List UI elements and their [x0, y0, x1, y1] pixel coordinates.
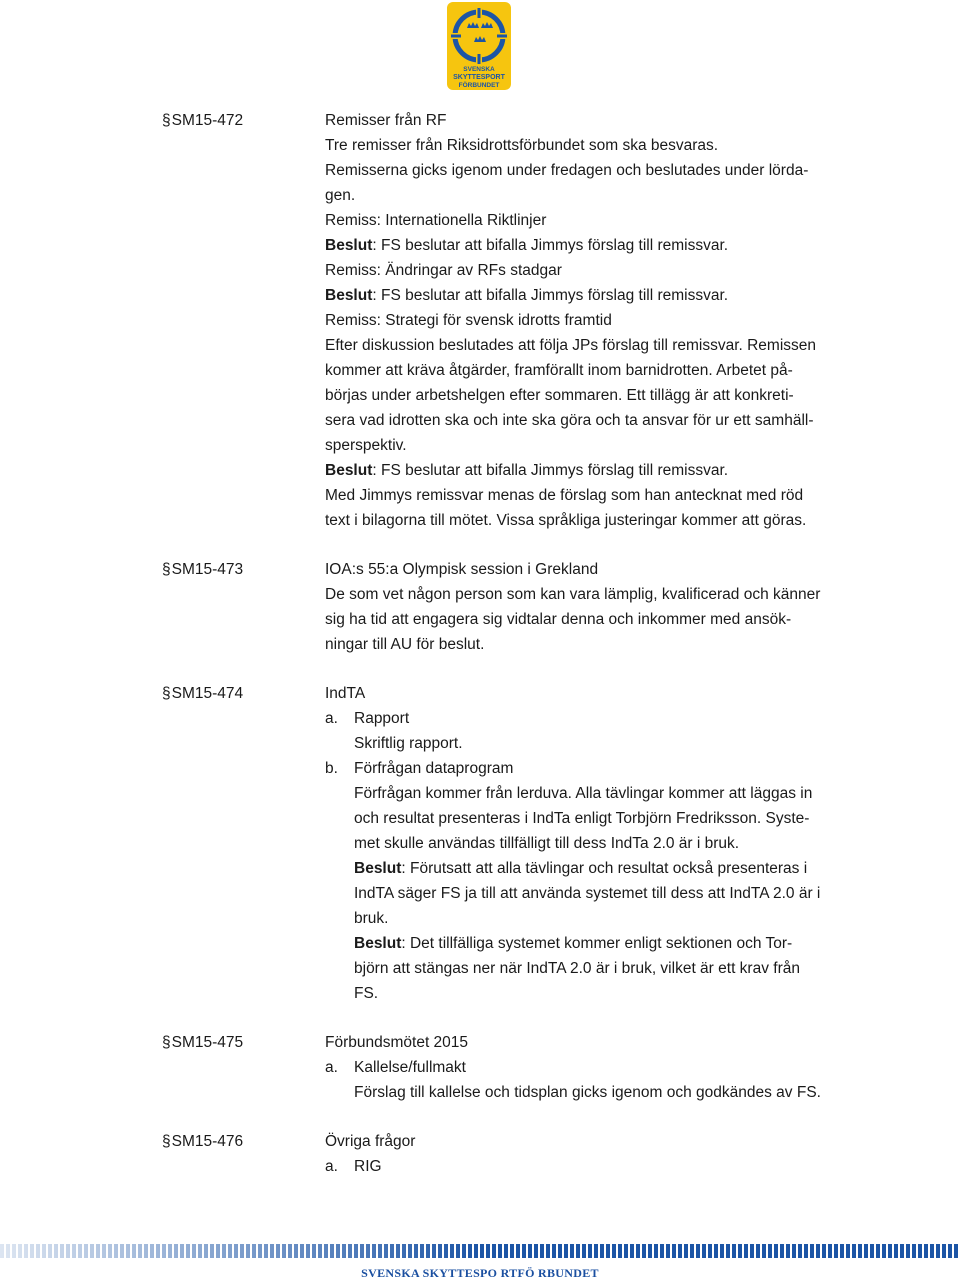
text-line: sperspektiv. [325, 437, 407, 454]
federation-logo [447, 2, 511, 90]
text-line: gen. [325, 187, 356, 204]
text-line: ningar till AU för beslut. [325, 636, 485, 653]
list-item: a. Rapport [325, 710, 410, 727]
decision-line: Beslut: FS beslutar att bifalla Jimmys förslag till remissvar. [325, 287, 729, 304]
logo-line-2: SKYTTESPORT [453, 74, 505, 81]
section-heading: Förbundsmötet 2015 [325, 1034, 469, 1051]
text-line: FS. [354, 985, 379, 1002]
text-line: Efter diskussion beslutades att följa JPs förslag till remissvar. Remissen [325, 337, 817, 354]
list-item: a. RIG [325, 1158, 382, 1175]
section-heading: Övriga frågor [325, 1133, 416, 1150]
text-line: björn att stängas ner när IndTA 2.0 är i bruk, vilket är ett krav från [354, 960, 800, 977]
text-line: sera vad idrotten ska och inte ska göra och ta ansvar för ur ett samhäll- [325, 412, 814, 429]
text-line: Remiss: Internationella Riktlinjer [325, 212, 547, 229]
section-heading: IndTA [325, 685, 366, 702]
section-id: §SM15-475 [162, 1034, 244, 1051]
footer-organization-name: SVENSKA SKYTTESPO RTFÖ RBUNDET [361, 1266, 599, 1280]
section-body [325, 557, 855, 657]
decision-line: Beslut: FS beslutar att bifalla Jimmys förslag till remissvar. [325, 462, 729, 479]
logo-line-1: SVENSKA [463, 66, 495, 73]
decision-line: Beslut: FS beslutar att bifalla Jimmys förslag till remissvar. [325, 237, 729, 254]
section-body [325, 108, 855, 533]
text-line: bruk. [354, 910, 389, 927]
logo-line-3: FÖRBUNDET [458, 82, 500, 89]
text-line: Remiss: Strategi för svensk idrotts framtid [325, 312, 612, 329]
text-line: börjas under arbetshelgen efter sommaren. Ett tillägg är att konkreti- [325, 387, 794, 404]
section-body [325, 681, 855, 1006]
text-line: och resultat presenteras i IndTa enligt Torbjörn Fredriksson. Syste- [354, 810, 810, 827]
footer-stripe [0, 1244, 960, 1258]
section-heading: Remisser från RF [325, 112, 447, 129]
text-line: Förslag till kallelse och tidsplan gicks igenom och godkändes av FS. [354, 1084, 821, 1101]
text-line: De som vet någon person som kan vara lämplig, kvalificerad och känner [325, 586, 821, 603]
text-line: Remisserna gicks igenom under fredagen och beslutades under lörda- [325, 162, 809, 179]
text-line: Skriftlig rapport. [354, 735, 463, 752]
text-line: kommer att kräva åtgärder, framförallt inom barnidrotten. Arbetet på- [325, 362, 793, 379]
text-line: IndTA säger FS ja till att använda systemet till dess att IndTA 2.0 är i [354, 885, 821, 902]
section-heading: IOA:s 55:a Olympisk session i Grekland [325, 561, 599, 578]
section-body [325, 1129, 855, 1179]
decision-line: Beslut: Det tillfälliga systemet kommer enligt sektionen och Tor- [354, 935, 793, 952]
text-line: Med Jimmys remissvar menas de förslag som han antecknat med röd [325, 487, 804, 504]
text-line: sig ha tid att engagera sig vidtalar denna och inkommer med ansök- [325, 611, 792, 628]
text-line: Tre remisser från Riksidrottsförbundet som ska besvaras. [325, 137, 719, 154]
text-line: text i bilagorna till mötet. Vissa språkliga justeringar kommer att göras. [325, 512, 807, 529]
section-id: §SM15-476 [162, 1133, 244, 1150]
text-line: Förfrågan kommer från lerduva. Alla tävlingar kommer att läggas in [354, 785, 813, 802]
text-line: Remiss: Ändringar av RFs stadgar [325, 262, 562, 279]
section-id: §SM15-472 [162, 112, 244, 129]
decision-line: Beslut: Förutsatt att alla tävlingar och resultat också presenteras i [354, 860, 808, 877]
list-item: b. Förfrågan dataprogram [325, 760, 514, 777]
list-item: a. Kallelse/fullmakt [325, 1059, 466, 1076]
section-id: §SM15-473 [162, 561, 244, 578]
text-line: met skulle användas tillfälligt till dess IndTa 2.0 är i bruk. [354, 835, 740, 852]
section-body [325, 1030, 855, 1105]
section-id: §SM15-474 [162, 685, 244, 702]
